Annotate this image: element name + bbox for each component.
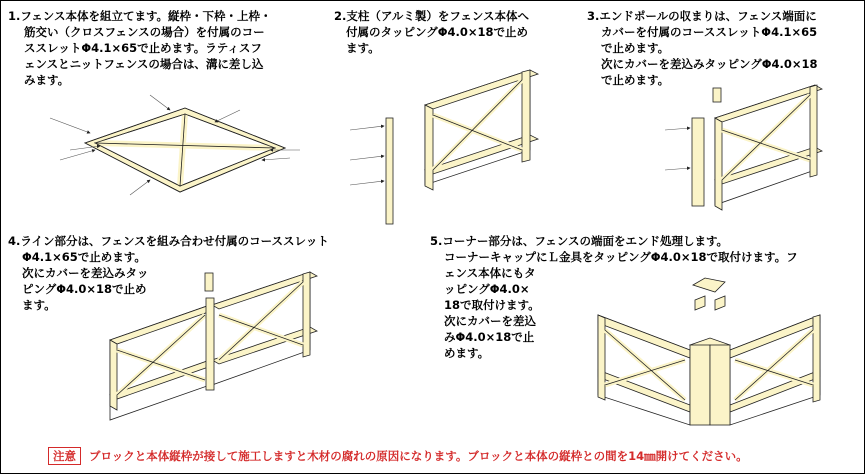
step-2-line: ます。 [346, 41, 380, 55]
step-4-line: ピングΦ4.0×18で止め [22, 282, 147, 296]
step-1-text [8, 8, 272, 88]
step-4-line: 4.ライン部分は、フェンスを組み合わせ付属のコーススレット [8, 234, 329, 248]
step-3-line: 次にカバーを差込みタッピングΦ4.0×18 [601, 57, 818, 71]
step-4-line: Φ4.1×65で止めます。 [22, 250, 146, 264]
caution-label: 注意 [48, 447, 81, 465]
step-1-line: みます。 [24, 73, 70, 87]
step-2-text [334, 8, 529, 56]
step-5-line: コーナーキャップにＬ金具をタッピングΦ4.0×18で取付けます。フ [444, 250, 798, 264]
step-2-line: 付属のタッピングΦ4.0×18で止め [346, 25, 529, 39]
caution-text: ブロックと本体縦枠が接して施工しますと木材の腐れの原因になります。ブロックと本体の縦枠との間を14㎜開けてください。 [89, 449, 748, 463]
caution-note [48, 447, 748, 465]
step-5-line: 18で取付けます。 [444, 298, 540, 312]
step2-illustration [350, 70, 538, 224]
step-5-line: ェンス本体にもタ [444, 266, 536, 280]
step-3-line: 3.エンドポールの収まりは、フェンス端面に [587, 9, 817, 23]
step-2-line: 2.支柱（アルミ製）をフェンス本体へ [334, 9, 529, 23]
step-5-line: 5.コーナー部分は、フェンスの端面をエンド処理します。 [430, 234, 729, 248]
step-3-line: で止めます。 [601, 41, 670, 55]
step-1-line: 筋交い（クロスフェンスの場合）を付属のコー [24, 25, 265, 39]
step3-illustration [665, 85, 822, 210]
step-3-text [587, 8, 818, 88]
step1-illustration [50, 95, 300, 195]
step-5-text [430, 233, 798, 361]
step-5-line: 次にカバーを差込 [444, 314, 536, 328]
step-3-line: で止めます。 [601, 73, 670, 87]
step-1-line: ェンスとニットフェンスの場合は、溝に差し込 [24, 57, 264, 71]
step-4-line: 次にカバーを差込みタッ [22, 266, 149, 280]
step-5-line: みΦ4.0×18で止 [444, 330, 535, 344]
step-1-line: ススレットΦ4.1×65で止めます。ラティスフ [24, 41, 262, 55]
step-4-line: ます。 [22, 298, 56, 312]
step-5-line: ッピングΦ4.0× [444, 282, 530, 296]
step-1-line: 1.フェンス本体を組立てます。縦枠・下枠・上枠・ [8, 9, 272, 23]
step-4-text [8, 233, 329, 313]
step-3-line: カバーを付属のコーススレットΦ4.1×65 [601, 25, 818, 39]
step-5-line: めます。 [444, 346, 490, 360]
